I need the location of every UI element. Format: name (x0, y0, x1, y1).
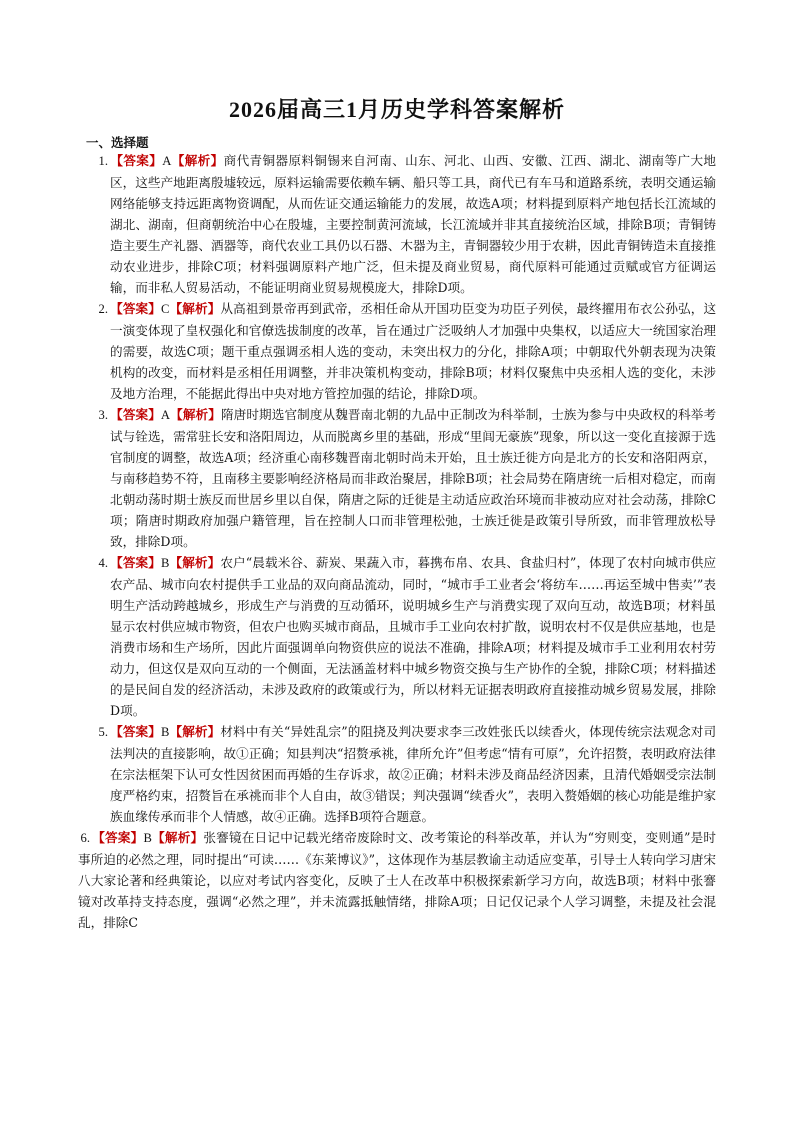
item-number: 2. (98, 302, 108, 316)
analysis-text: 从高祖到景帝再到武帝，丞相任命从开国功臣变为功臣子列侯，最终擢用布衣公孙弘，这一演变体现了皇权强化和官僚选拔制度的改革，旨在通过广泛吸纳人才加强中央集权，以适应大一统国家治理的需要，故选C项；题干重点强调丞相人选的变动，未突出权力的分化，排除A项；中朝取代外朝表现为决策机构的改变，而材料是丞相任用调整，并非决策机构变动，排除B项；材料仅聚焦中央丞相人选的变化，未涉及地方治理，不能据此得出中央对地方管控加强的结论，排除D项。 (110, 301, 717, 401)
bracket-close: 】 (148, 724, 161, 739)
bracket-open: 【 (110, 153, 124, 168)
bracket-open: 【 (171, 153, 185, 168)
answer-label: 答案 (122, 301, 149, 316)
answer-label: 答案 (123, 153, 150, 168)
bracket-close: 】 (130, 830, 144, 845)
bracket-close: 】 (207, 555, 221, 570)
answer-label: 答案 (122, 555, 149, 570)
bracket-close: 】 (207, 724, 221, 739)
bracket-close: 】 (148, 301, 161, 316)
bracket-close: 】 (148, 407, 161, 422)
analysis-text: 隋唐时期选官制度从魏晋南北朝的九品中正制改为科举制，士族为参与中央政权的科举考试与铨选，需常驻长安和洛阳周边，从而脱离乡里的基础，形成“里闾无豪族”现象，所以这一变化直接源于选官制度的调整，故选A项；经济重心南移魏晋南北朝时尚未开始，且士族迁徙方向是北方的长安和洛阳两京，与南移趋势不符，且南移主要影响经济格局而非政治聚居，排除B项；社会局势在隋唐统一后相对稳定，而南北朝动荡时期士族反而世居乡里以自保，隋唐之际的迁徙是主动适应政治环境而非被动应对社会动荡，排除C项；隋唐时期政府加强户籍管理，旨在控制人口而非管理松弛，士族迁徙是政策引导所致，而非管理放松导致，排除D项。 (110, 407, 717, 549)
item-number: 5. (98, 725, 108, 739)
answer-choice: A (160, 408, 171, 422)
bracket-open: 【 (169, 724, 183, 739)
answer-item (86, 404, 716, 552)
analysis-text: 材料中有关“异姓乱宗”的阻挠及判决要求李三改姓张氏以续香火，体现传统宗法观念对司法判决的直接影响，故①正确；知县判决“招赘承祧，律所允许”但考虑“情有可原”，允许招赘，表明政府法律在宗法框架下认可女性因贫困而再婚的生存诉求，故②正确；材料未涉及商品经济因素，且清代婚姻受宗法制度严格约束，招赘旨在承祧而非个人自由，故③错误；判决强调“续香火”，表明入赘婚姻的核心功能是维护家族血缘传承而非个人情感，故④正确。选择B项符合题意。 (110, 724, 717, 824)
bracket-open: 【 (170, 407, 183, 422)
bracket-close: 】 (207, 301, 221, 316)
answer-choice: B (160, 725, 170, 739)
bracket-open: 【 (169, 555, 183, 570)
bracket-open: 【 (151, 830, 165, 845)
analysis-text: 商代青铜器原料铜锡来自河南、山东、河北、山西、安徽、江西、湖北、湖南等广大地区，这些产地距离殷墟较远，原料运输需要依赖车辆、船只等工具，商代已有车马和道路系统，表明交通运输网络能够支持远距离物资调配，从而佐证交通运输能力的发展，故选A项；材料提到原料产地包括长江流域的湖北、湖南，但商朝统治中心在殷墟，主要控制黄河流域，长江流域并非其直接统治区域，排除B项；青铜铸造主要生产礼器、酒器等，商代农业工具仍以石器、木器为主，青铜器较少用于农耕，因此青铜铸造未直接推动农业进步，排除C项；材料强调原料产地广泛，但未提及商业贸易，商代原料可能通过贡赋或官方征调运输，而非私人贸易活动，不能证明商业贸易规模庞大，排除D项。 (110, 153, 717, 295)
item-number: 4. (98, 556, 108, 570)
answer-label: 答案 (105, 830, 131, 845)
analysis-label: 解析 (182, 724, 208, 739)
item-number: 6. (80, 831, 90, 845)
analysis-label: 解析 (182, 407, 209, 422)
bracket-open: 【 (110, 301, 123, 316)
item-number: 1. (98, 154, 108, 168)
answer-item (86, 298, 716, 404)
document-title: 2026届高三1月历史学科答案解析 (228, 97, 565, 122)
answer-choice: A (162, 154, 172, 168)
answer-item (72, 827, 716, 933)
analysis-label: 解析 (184, 153, 211, 168)
bracket-open: 【 (169, 301, 183, 316)
bracket-close: 】 (148, 555, 161, 570)
bracket-close: 】 (210, 153, 224, 168)
section-heading: 一、选择题 (86, 135, 149, 150)
bracket-open: 【 (110, 407, 123, 422)
answer-label: 答案 (122, 407, 149, 422)
answer-choice: B (160, 556, 170, 570)
bracket-close: 】 (208, 407, 221, 422)
analysis-label: 解析 (164, 830, 191, 845)
analysis-text: 张謇镜在日记中记载光绪帝废除时文、改考策论的科举改革，并认为“穷则变，变则通”是时事所迫的必然之理，同时提出“可读……《东莱博议》”，这体现作为基层教谕主动适应变革，引导士人转向学习唐宋八大家论著和经典策论，以应对考试内容变化，反映了士人在改革中积极探索新学习方向，故选B项；材料中张謇镜对改革持支持态度，强调“必然之理”，并未流露抵触情绪，排除A项；日记仅记录个人学习调整，未提及社会混乱，排除C (78, 830, 717, 930)
answer-label: 答案 (122, 724, 149, 739)
bracket-close: 】 (149, 153, 163, 168)
answer-choice: B (143, 831, 152, 845)
bracket-open: 【 (92, 830, 106, 845)
answer-item (86, 721, 716, 827)
answer-list (78, 150, 717, 933)
answer-item (86, 150, 716, 298)
bracket-open: 【 (110, 555, 123, 570)
analysis-label: 解析 (182, 301, 208, 316)
analysis-text: 农户“晨载米谷、薪炭、果蔬入市，暮携布帛、农具、食盐归村”，体现了农村向城市供应农产品、城市向农村提供手工业品的双向商品流动，同时，“城市手工业者会‘将纺车……再运至城中售卖’”表明生产活动跨越城乡，形成生产与消费的互动循环，说明城乡生产与消费实现了双向互动，故选B项；材料虽显示农村供应城市物资，但农户也购买城市商品，且城市手工业向农村扩散，说明农村不仅是供应基地，也是消费市场和生产场所，因此片面强调单向物资供应的说法不准确，排除A项；材料提及城市手工业利用农村劳动力，但这仅是双向互动的一个侧面，无法涵盖材料中城乡物资交换与生产协作的全貌，排除C项；材料描述的是民间自发的经济活动，未涉及政府的政策或行为，所以材料无证据表明政府直接推动城乡贸易发展，排除D项。 (110, 555, 717, 718)
answer-choice: C (161, 302, 170, 316)
item-number: 3. (98, 408, 108, 422)
bracket-close: 】 (190, 830, 204, 845)
analysis-label: 解析 (182, 555, 208, 570)
answer-item (86, 552, 716, 721)
bracket-open: 【 (110, 724, 123, 739)
